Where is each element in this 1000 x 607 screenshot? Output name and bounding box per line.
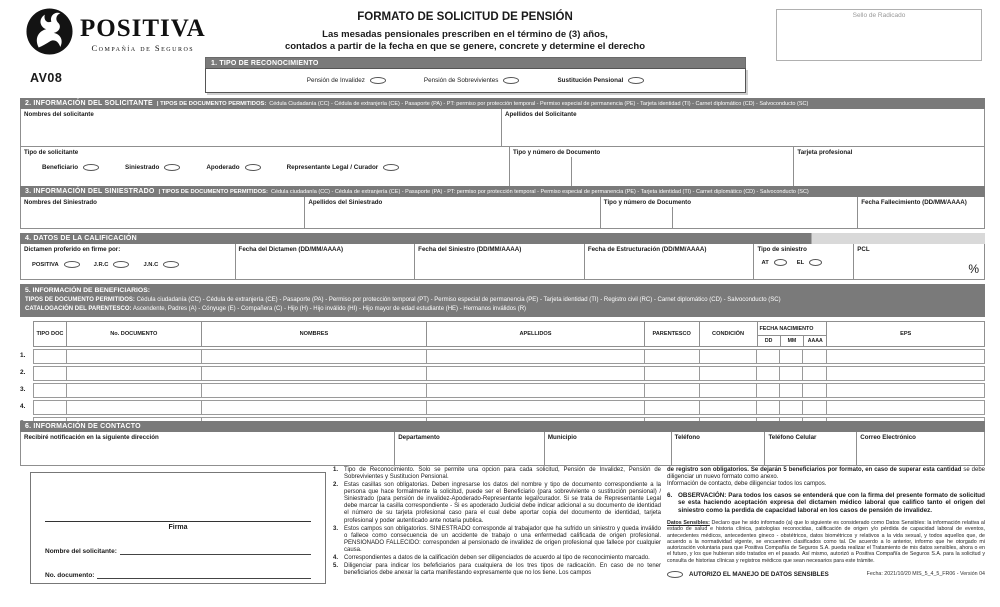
- autorizo-label: AUTORIZO EL MANEJO DE DATOS SENSIBLES: [689, 570, 829, 578]
- field-label: Correo Electrónico: [860, 434, 916, 441]
- field-label: Dictamen proferido en firme por:: [24, 246, 121, 253]
- parentesco-label: CATALOGACIÓN DEL PARENTESCO:: [25, 306, 132, 313]
- positiva-logo-icon: [26, 8, 73, 55]
- pension-sobrevivientes-checkbox[interactable]: [503, 77, 519, 84]
- field-label: Fecha del Siniestro (DD/MM/AAAA): [418, 246, 522, 253]
- beneficiary-cell[interactable]: [757, 384, 780, 397]
- beneficiary-cell[interactable]: [827, 367, 984, 380]
- option-label: EL: [796, 259, 805, 266]
- field-nombres-solicitante[interactable]: [21, 109, 502, 146]
- observacion-number: 6.: [667, 491, 673, 499]
- beneficiary-cell[interactable]: [803, 401, 827, 414]
- autorizo-checkbox[interactable]: [667, 571, 683, 578]
- instruction-text: Correspondientes a datos de la calificación deben ser diligenciados de acuerdo al tipo de reconocimiento marcado.: [344, 554, 650, 561]
- beneficiary-cell[interactable]: [803, 384, 827, 397]
- section4-header: [20, 233, 985, 244]
- beneficiario-checkbox[interactable]: [83, 164, 99, 171]
- jrc-checkbox[interactable]: [113, 261, 129, 268]
- brand-wordmark: POSITIVA: [80, 15, 206, 42]
- beneficiary-cell[interactable]: [803, 350, 827, 363]
- field-tipo-solicitante: [21, 147, 510, 188]
- beneficiaries-header-row: [33, 321, 985, 347]
- beneficiary-cell[interactable]: [645, 401, 700, 414]
- documento-subcells: [510, 157, 793, 188]
- field-label: Nombres del solicitante: [24, 111, 94, 118]
- row-number-gutter: [20, 321, 33, 347]
- option-label: Beneficiario: [42, 164, 79, 171]
- option-representante-legal: [287, 164, 400, 171]
- documento-tipo-subcell[interactable]: [510, 157, 572, 188]
- fecha-subcolumns: [758, 336, 827, 346]
- beneficiary-cell[interactable]: [67, 350, 202, 363]
- instruction-item: [333, 482, 661, 524]
- field-fecha-dictamen[interactable]: [236, 244, 416, 279]
- brand-tagline: Compañía de Seguros: [91, 42, 195, 53]
- field-departamento[interactable]: [395, 432, 545, 465]
- beneficiary-row-line: [20, 400, 985, 415]
- documento-numero-subcell[interactable]: [673, 207, 857, 228]
- col-condicion: CONDICIÓN: [700, 322, 758, 346]
- field-label: Tipo de solicitante: [24, 149, 79, 156]
- representante-legal-checkbox[interactable]: [383, 164, 399, 171]
- section3-header: [20, 186, 985, 197]
- option-label: Pensión de Invalidez: [306, 77, 365, 84]
- form-title: FORMATO DE SOLICITUD DE PENSIÓN: [357, 11, 573, 23]
- no-documento-field: [45, 571, 311, 579]
- section2-row-tipo: [20, 147, 985, 189]
- observacion-item: [667, 492, 985, 516]
- option-label: J.R.C: [93, 261, 109, 268]
- el-checkbox[interactable]: [809, 259, 822, 266]
- beneficiary-cell[interactable]: [67, 367, 202, 380]
- stamp-box: [776, 9, 982, 61]
- field-tipo-numero-documento-siniestrado[interactable]: [601, 197, 858, 228]
- beneficiary-cell[interactable]: [34, 350, 67, 363]
- beneficiary-cell[interactable]: [645, 350, 700, 363]
- tipo-siniestro-options: [757, 253, 850, 266]
- datos-sensibles-paragraph: [667, 520, 985, 564]
- option-at: [761, 259, 786, 266]
- autorizo-option: [667, 571, 829, 578]
- beneficiary-cell[interactable]: [34, 384, 67, 397]
- no-documento-input-line[interactable]: [97, 571, 311, 579]
- col-eps: EPS: [900, 331, 912, 338]
- documento-tipo-subcell[interactable]: [601, 207, 673, 228]
- firma-label: Firma: [168, 524, 188, 531]
- field-correo-electronico[interactable]: [857, 432, 984, 465]
- field-label: Tipo de siniestro: [757, 246, 807, 253]
- section1-options: [205, 68, 746, 93]
- option-siniestrado: [125, 164, 180, 171]
- field-pcl[interactable]: [854, 244, 984, 279]
- instructions-list: [333, 467, 661, 578]
- beneficiary-cell[interactable]: [827, 384, 984, 397]
- field-label: Nombre del solicitante:: [45, 548, 117, 555]
- field-telefono-celular[interactable]: [765, 432, 857, 465]
- field-label: Fecha del Dictamen (DD/MM/AAAA): [238, 246, 344, 253]
- beneficiary-cell[interactable]: [700, 350, 758, 363]
- field-label: Teléfono Celular: [768, 434, 817, 441]
- positiva-checkbox[interactable]: [64, 261, 80, 268]
- pension-invalidez-checkbox[interactable]: [370, 77, 386, 84]
- field-label: Recibiré notificación en la siguiente dirección: [24, 434, 159, 441]
- option-positiva: [32, 261, 80, 268]
- option-label: Sustitución Pensional: [557, 77, 624, 84]
- col-parentesco: PARENTESCO: [645, 322, 700, 346]
- beneficiary-row-line: [20, 366, 985, 381]
- field-tipo-siniestro: [754, 244, 854, 279]
- instruction-text: Tipo de Reconocimiento. Solo se permite una opcion para cada solicitud, Pensión de Invalidez, Pensión de Sobrevivientes y Sustitucion Pensional.: [344, 467, 661, 481]
- section1-header: [205, 57, 746, 68]
- field-label: Fecha de Estructuración (DD/MM/AAAA): [587, 246, 707, 253]
- section3-doc-types: Cédula ciudadanía (CC) - Cédula de extranjería (CE) - Pasaporte (PA) - PT: permiso por protección temporal - Permiso especial de permanencia (PE) - Tarjeta identidad (TI) - Carnet diplomático (CD) - Salvoconducto (SC): [270, 188, 809, 195]
- beneficiary-row-line: [20, 383, 985, 398]
- instruction-text: Diligenciar para indicar los befeficiarios para cualquiera de los tres tipos de radicación. En caso de no tener beneficiarios debe anexar la carta manifestando expresamente que no los tiene. Los campos: [344, 563, 661, 577]
- nombre-solicitante-input-line[interactable]: [120, 547, 311, 555]
- option-label: J.N.C: [143, 261, 159, 268]
- beneficiary-cell[interactable]: [780, 350, 803, 363]
- option-beneficiario: [42, 164, 99, 171]
- field-apellidos-siniestrado[interactable]: [305, 197, 600, 228]
- beneficiary-cell[interactable]: [757, 401, 780, 414]
- beneficiary-row-number: 2.: [20, 369, 26, 377]
- section4-title: 4. DATOS DE LA CALIFICACIÓN: [25, 235, 137, 242]
- field-label: Tipo y número de Documento: [603, 199, 692, 206]
- section2-title: 2. INFORMACIÓN DEL SOLICITANTE: [25, 100, 153, 107]
- beneficiary-row-line: [20, 349, 985, 364]
- field-label: No. documento:: [45, 572, 95, 579]
- beneficiary-row: [33, 400, 985, 415]
- field-label: Nombres del Siniestrado: [24, 199, 97, 206]
- beneficiary-cell[interactable]: [34, 401, 67, 414]
- subcol-dd: DD: [758, 336, 781, 346]
- documento-subcells: [601, 207, 857, 228]
- beneficiary-row: [33, 349, 985, 364]
- jnc-checkbox[interactable]: [163, 261, 179, 268]
- section-informacion-siniestrado: [20, 186, 985, 229]
- field-label: Tarjeta profesional: [797, 149, 853, 156]
- beneficiary-cell[interactable]: [202, 384, 428, 397]
- doc-types-label: TIPOS DE DOCUMENTO PERMITIDOS:: [25, 297, 135, 304]
- field-label: Municipio: [547, 434, 577, 441]
- field-telefono[interactable]: [672, 432, 766, 465]
- apoderado-checkbox[interactable]: [245, 164, 261, 171]
- field-tarjeta-profesional[interactable]: [794, 147, 984, 188]
- instruction-continuation: [667, 467, 985, 489]
- beneficiary-cell[interactable]: [780, 401, 803, 414]
- siniestrado-checkbox[interactable]: [164, 164, 180, 171]
- col-apellidos: APELLIDOS: [427, 322, 645, 346]
- beneficiary-cell[interactable]: [700, 384, 758, 397]
- field-dictamen-proferido: [21, 244, 236, 279]
- beneficiaries-rows: [20, 349, 985, 432]
- beneficiary-cell[interactable]: [780, 367, 803, 380]
- option-pension-sobrevivientes: [424, 77, 520, 84]
- beneficiary-cell[interactable]: [202, 401, 428, 414]
- field-label: Teléfono: [674, 434, 700, 441]
- section1-title: 1. TIPO DE RECONOCIMIENTO: [211, 59, 319, 67]
- field-municipio[interactable]: [545, 432, 672, 465]
- documento-numero-subcell[interactable]: [572, 157, 793, 188]
- observacion-text: OBSERVACIÓN: Para todos los casos se entenderá que con la firma del presente formato de solicitud se esta haciendo aceptación expresa del dictamen médico laboral que califico tanto el origen del siniestro como la perdida de capacidad laboral en los casos de pensión de invalidez.: [678, 491, 985, 515]
- option-jrc: [94, 261, 130, 268]
- section6-row: [20, 432, 985, 466]
- continuation-bold: de registro son obligatorios. Se dejarán 5 beneficiarios por formato, en caso de superar esta cantidad: [667, 467, 962, 473]
- beneficiary-cell[interactable]: [827, 350, 984, 363]
- field-apellidos-solicitante[interactable]: [502, 109, 984, 146]
- instructions-right-column: [667, 467, 985, 578]
- signature-box: [30, 472, 326, 584]
- option-jnc: [143, 261, 179, 268]
- beneficiary-cell[interactable]: [427, 367, 645, 380]
- at-checkbox[interactable]: [774, 259, 787, 266]
- beneficiary-cell[interactable]: [645, 367, 700, 380]
- percent-sign: %: [968, 262, 979, 276]
- section4-row: [20, 244, 985, 280]
- col-fecha-nacimiento: [758, 322, 828, 346]
- form-code: AV08: [30, 71, 63, 85]
- parentesco-text: Ascendente, Padres (A) - Cónyuge (E) - Compañera (C) - Hijo (H) - Hijo inválido (HI) - Hijo mayor de edad estudiante (HE) - Hermanos inválidos (R): [132, 306, 527, 313]
- instruction-number: 2.: [333, 482, 339, 489]
- form-subtitle-line2: contados a partir de la fecha en que se genere, concrete y determine el derecho: [284, 40, 646, 52]
- col-tipo-doc: TIPO DOC: [34, 322, 67, 346]
- beneficiary-cell[interactable]: [67, 401, 202, 414]
- field-direccion-notificacion[interactable]: [21, 432, 395, 465]
- instruction-text: Estas casillas son obligatorias. Deben ingresarse los datos del nombre y tipo de documento correspondiente a la persona que hace formalmente la solicitud, puede ser el Beneficiario (para sobreviviente o sustitución pensional) / Siniestrado (para pensión de invalidez-Apoderado-Representante legal/curador. Si se trata de Representante Legal debe marcar la casilla correspondiente - Si es apoderado Judicial debe indicar adicional a su documento de identidad el número de su tarjeta profesional caso para el cual debe aportar copia del documento de identidad, tarjeta profesional y poder autenticado ante notaria publica.: [344, 482, 661, 524]
- nombre-solicitante-field: [45, 547, 311, 555]
- subcol-mm: MM: [781, 336, 804, 346]
- beneficiary-cell[interactable]: [700, 401, 758, 414]
- instruction-number: 4.: [333, 554, 339, 561]
- field-label: PCL: [857, 246, 870, 253]
- instruction-item: [333, 563, 661, 577]
- field-fecha-fallecimiento[interactable]: [858, 197, 984, 228]
- section5-title: 5. INFORMACIÓN DE BENEFICIARIOS:: [25, 287, 150, 294]
- contact-info-note: Información de contacto, debe diligenciar todos los campos.: [667, 481, 827, 488]
- field-fecha-siniestro[interactable]: [415, 244, 585, 279]
- col-no-documento: No. DOCUMENTO: [67, 322, 202, 346]
- option-label: Representante Legal / Curador: [286, 164, 379, 171]
- beneficiary-cell[interactable]: [202, 350, 428, 363]
- section5-header: [20, 284, 985, 317]
- instruction-item: [333, 555, 661, 562]
- section2-doc-types: Cédula Ciudadanía (CC) - Cédula de extranjería (CE) - Pasaporte (PA) - PT: permiso por protección temporal - Permiso especial de permanencia (PE) - Tarjeta identidad (TI) - Carnet diplomático (CD) - Salvoconducto (SC): [269, 100, 809, 107]
- instruction-item: [333, 467, 661, 481]
- option-label: Siniestrado: [125, 164, 160, 171]
- instruction-text: Estos campos son obligatorios. SINIESTRADO corresponde al trabajador que ha sufrido un siniestro y queda inválido o fallece como consecuencia de un accidente de trabajo o una enfermedad calificada de origen profesional. PENSIONADO FALLECIDO: corresponden al pensionado de invalidez de origen profesional que fallece por cualquier causa.: [344, 525, 661, 553]
- title-block: [255, 11, 675, 53]
- instruction-number: 3.: [333, 525, 339, 532]
- beneficiary-cell[interactable]: [780, 384, 803, 397]
- form-subtitle-line1: Las mesadas pensionales prescriben en el término de (3) años,: [322, 29, 608, 40]
- section-informacion-solicitante: [20, 98, 985, 189]
- fecha-nacimiento-label: FECHA NACIMIENTO: [758, 322, 827, 336]
- field-tipo-numero-documento-solicitante[interactable]: [510, 147, 794, 188]
- beneficiary-cell[interactable]: [202, 367, 428, 380]
- option-label: Pensión de Sobrevivientes: [423, 77, 499, 84]
- beneficiary-cell[interactable]: [757, 367, 780, 380]
- tipo-solicitante-options: [24, 156, 506, 171]
- beneficiary-row-number: 3.: [20, 386, 26, 394]
- field-nombres-siniestrado[interactable]: [21, 197, 305, 228]
- sustitucion-pensional-checkbox[interactable]: [628, 77, 644, 84]
- datos-sensibles-text: Declaro que he sido informado (a) que lo siguiente es considerado como Datos Sensibles: la información relativa al estado de salud e historia clínica, patologías reconocidas, calificación de origen y/o pérdida de capacidad laboral de eventos, antecedentes médicos, antecedentes gineco - obstétricos, datos biométricos y relativos a la vida sexual, y todos aquellos que, de acuerdo a la normatividad vigente, se encuentren clasificados como tal. De acuerdo a lo anterior, informo que he otorgado mi autorización voluntaria para que Positiva Compañía de Seguros S.A. pueda realizar el Tratamiento de mis datos sensibles, ahora o en el futuro, y los que hubieran sido tratados en el pasado. Así mismo, autorizó a Positiva Compañía de Seguros S.A. para la solicitud y consulta de historias clínicas y registros médicos que sean necesarios para este trámite.: [667, 520, 985, 564]
- section2-row-names: [20, 109, 985, 147]
- beneficiary-cell[interactable]: [67, 384, 202, 397]
- section3-doc-types-label: | TIPOS DE DOCUMENTO PERMITIDOS:: [158, 188, 268, 195]
- subcol-aaaa: AAAA: [807, 338, 823, 345]
- beneficiary-cell[interactable]: [757, 350, 780, 363]
- beneficiary-row-number: 4.: [20, 403, 26, 411]
- field-label: Fecha Fallecimiento (DD/MM/AAAA): [861, 199, 967, 206]
- option-el: [797, 259, 822, 266]
- option-sustitucion-pensional: [557, 77, 644, 84]
- beneficiary-cell[interactable]: [827, 401, 984, 414]
- section5-doc-types: [25, 296, 980, 305]
- field-label: Apellidos del Solicitante: [505, 111, 577, 118]
- beneficiary-cell[interactable]: [427, 350, 645, 363]
- section-informacion-beneficiarios: [20, 284, 985, 432]
- beneficiary-cell[interactable]: [427, 384, 645, 397]
- option-apoderado: [206, 164, 260, 171]
- beneficiaries-table-header: [20, 321, 985, 347]
- field-label: Apellidos del Siniestrado: [308, 199, 383, 206]
- section2-header: [20, 98, 985, 109]
- section6-title: 6. INFORMACIÓN DE CONTACTO: [25, 423, 141, 430]
- form-version-footer: Fecha: 2021/10/20 MIS_5_4_5_FR06 - Versión 04: [866, 571, 985, 578]
- datos-sensibles-label: Datos Sensibles:: [667, 520, 710, 527]
- doc-types-text: Cédula ciudadanía (CC) - Cédula de extranjería (CE) - Pasaporte (PA) - Permiso por protección temporal (PT) - Permiso especial de permanencia (PE) - Tarjeta identidad (TI) - Registro civil (RC) - Carnet diplomático (CD) - Salvoconducto (SC): [136, 297, 781, 304]
- beneficiary-cell[interactable]: [700, 367, 758, 380]
- section-tipo-reconocimiento: [205, 57, 746, 93]
- stamp-label: Sello de Radicado: [852, 12, 906, 19]
- instruction-item: [333, 526, 661, 554]
- section-datos-calificacion: [20, 233, 985, 280]
- logo-text: [80, 8, 206, 53]
- positiva-logo: [26, 8, 206, 55]
- signature-line[interactable]: [45, 521, 311, 522]
- option-label: Apoderado: [206, 164, 240, 171]
- field-label: Departamento: [398, 434, 440, 441]
- section2-doc-types-label: | TIPOS DE DOCUMENTO PERMITIDOS:: [156, 100, 267, 107]
- section5-parentesco: [25, 305, 980, 314]
- dictamen-options: [24, 253, 232, 268]
- beneficiary-row: [33, 383, 985, 398]
- beneficiary-row: [33, 366, 985, 381]
- authorization-row: [667, 571, 985, 578]
- instruction-number: 5.: [333, 563, 339, 570]
- instruction-number: 1.: [333, 467, 339, 473]
- beneficiary-cell[interactable]: [645, 384, 700, 397]
- beneficiary-cell[interactable]: [803, 367, 827, 380]
- beneficiary-cell[interactable]: [427, 401, 645, 414]
- beneficiary-row-number: 1.: [20, 352, 26, 360]
- option-label: AT: [761, 259, 769, 266]
- section3-row: [20, 197, 985, 229]
- option-pension-invalidez: [307, 77, 386, 84]
- col-nombres: NOMBRES: [202, 322, 428, 346]
- section-informacion-contacto: [20, 421, 985, 466]
- continuation-rest: se debe diligenciar un nuevo formato como anexo.: [667, 467, 985, 481]
- field-label: Tipo y número de Documento: [512, 149, 601, 156]
- field-fecha-estructuracion[interactable]: [585, 244, 755, 279]
- section6-header: [20, 421, 985, 432]
- section3-title: 3. INFORMACIÓN DEL SINIESTRADO: [25, 188, 155, 195]
- option-label: POSITIVA: [32, 261, 59, 268]
- beneficiary-cell[interactable]: [34, 367, 67, 380]
